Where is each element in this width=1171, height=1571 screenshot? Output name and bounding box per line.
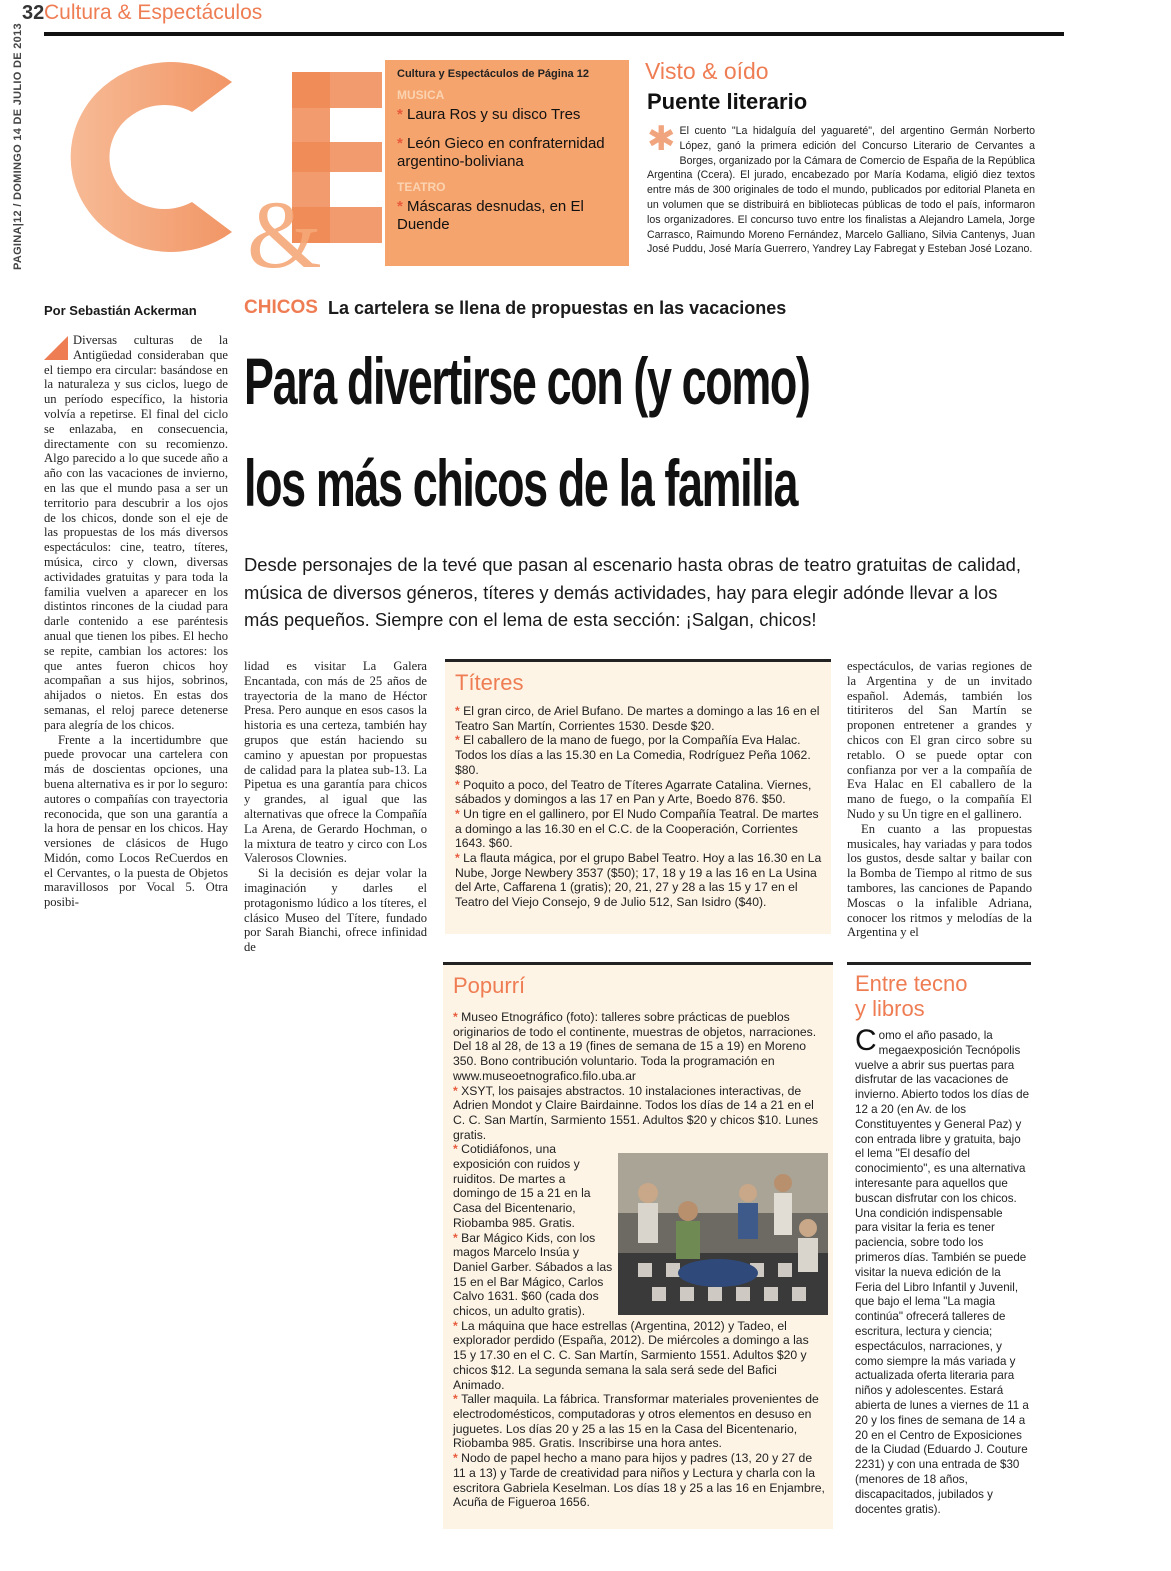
col2-paragraph-1: lidad es visitar La Galera Encantada, con más de 25 años de trayectoria de la mano de Héctor Presa. Pero aunque en esos casos la historia es una certeza, también hay grupos que están haciendo su camino y apuestan por propuestas de calidad para la platea sub-13. La Pipetua es una garantía para chicos y grandes, al igual que las alternativas que ofrece la Compañía La Arena, de Gerardo Hochman, o la mixtura de teatro y circo con Los Valerosos Clownies. [244, 659, 427, 866]
headline [244, 330, 924, 534]
byline: Por Sebastián Ackerman [44, 303, 197, 318]
col4-paragraph-1: espectáculos, de varias regiones de la Argentina y de un invitado español. Además, también los titiriteros del San Martín se proponen entretener a grandes y chicos con El gran circo sobre su retablo. O se puede optar con confianza por ver a la compañía de Eva Halac en El caballero de la mano de fuego, o la compañía El Nudo y su Un tigre en el gallinero. [847, 659, 1032, 821]
ce-logo-graphic [42, 42, 382, 274]
section-title: Cultura & Espectáculos [44, 1, 263, 24]
article-kicker: CHICOS [244, 297, 318, 318]
titeres-title: Títeres [455, 670, 524, 695]
children-photo-image [618, 1153, 828, 1315]
visto-oido-body: ✱ El cuento "La hidalguía del yaguareté", del argentino Germán Norberto López, ganó la primera edición del Concurso Literario de Cervantes a Borges, organizado por la Cámara de Comercio de España de la República Argentina (Ccera). El jurado, encabezado por María Kodama, eligió diez textos entre más de 300 originales de todo el mundo, publicados por editorial Planeta en un volumen que se distribuirá en bibliotecas públicas de todo el país, informaron los organizadores. El concurso tuvo entre los finalistas a Alejandro Lamela, Jorge Carrasco, Raimundo Moreno Fernández, Marcelo Galliano, Silvia Cantenys, Juan José Puddu, José María Guerrero, Yandrey Lay Fabregat y Esteban José Lozano. [647, 120, 1035, 256]
visto-oido-title: Puente literario [647, 89, 808, 114]
entre-tecno-box [847, 962, 1031, 1540]
col2-paragraph-2: Si la decisión es dejar volar la imaginación y darles el protagonismo lúdico a los títeres, el clásico Museo del Títere, fundado por Sarah Bianchi, ofrece infinidad de [244, 866, 427, 955]
article-column-2 [244, 659, 427, 955]
svg-text:&: & [247, 181, 322, 274]
popurri-box [443, 962, 833, 1529]
list-item: * La flauta mágica, por el grupo Babel Teatro. Hoy a las 16.30 en La Nube, Jorge Newbery 3537 ($50); 17, 18 y 19 a las 16 en La Usina del Arte, Caffarena 1 (gratis); 20, 21, 27 y 28 a las 15 y 17 en el Teatro del Viejo Consejo, 9 de Julio 512, San Isidro ($40). [455, 851, 822, 910]
teatro-label: TEATRO [397, 180, 446, 194]
visto-oido-kicker: Visto & oído [645, 58, 769, 84]
article-column-4 [847, 659, 1032, 940]
top-rule [44, 32, 1064, 36]
section-logo [42, 42, 382, 274]
page-number: 32 [22, 2, 45, 24]
headline-line-2: los más chicos de la familia [244, 446, 798, 520]
musica-item-1: * Laura Ros y su disco Tres [397, 106, 581, 123]
list-item: * El caballero de la mano de fuego, por la Compañía Eva Halac. Todos los días a las 15.30 en La Comedia, Rodríguez Peña 1062. $80. [455, 733, 811, 777]
col1-paragraph-1: Diversas culturas de la Antigüedad consideraban que el tiempo era circular: basándose en la naturaleza y sus ciclos, luego de un período específico, la historia volvía a repetirse. El final del ciclo se enlazaba, en consecuencia, directamente con su recomienzo. Algo parecido a lo que sucede año a año con las vacaciones de invierno, en las que el mundo pasa a ser un territorio para descubrir a los ojos de los chicos, donde son el eje de las propuestas de los más diversos espectáculos: cine, teatro, títeres, música, circo y clown, diversas actividades gratuitas y para toda la familia vuelven a aparecer en los distintos rincones de la ciudad para darle contenido a ese paréntesis anual que tienen los pibes. El hecho se repite, cambian los actores: los que antes fueron chicos hoy acompañan a sus hijos, sobrinos, ahijados o nietos. En estas dos semanas, el reloj parece detenerse para alegría de los chicos. [44, 333, 228, 732]
article-kicker-subtitle: La cartelera se llena de propuestas en las vacaciones [328, 298, 787, 318]
titeres-list [455, 704, 825, 910]
popurri-title: Popurrí [453, 973, 526, 998]
list-item: * El gran circo, de Ariel Bufano. De martes a domingo a las 16 en el Teatro San Martín, Corrientes 1530. Desde $20. [455, 704, 820, 733]
entre-title: Entre tecno y libros [855, 971, 968, 1021]
cye-highlights-box [385, 60, 629, 266]
titeres-box [445, 659, 831, 934]
cye-box-header: Cultura y Espectáculos de Página 12 [397, 68, 589, 80]
musica-item-2: * León Gieco en confraternidad argentino-boliviana [397, 135, 605, 170]
side-date-text: PAGINA|12 / DOMINGO 14 DE JULIO DE 2013 [12, 23, 24, 270]
list-item: * Un tigre en el gallinero, por El Nudo Compañía Teatral. De martes a domingo a las 16.30 en el C.C. de la Cooperación, Corrientes 1643. $60. [455, 806, 819, 851]
list-item: * Museo Etnográfico (foto): talleres sobre prácticas de pueblos originarios de todo el continente, muestras de objetos, narraciones. Del 18 al 28, de 13 a 19 (fines de semana de 15 a 19) en Moreno 350. Bono contribución voluntario. Toda la programación en www.museoetnografico.filo.uba.ar [453, 1010, 817, 1083]
musica-label: MUSICA [397, 88, 445, 102]
teatro-item-1: * Máscaras desnudas, en El Duende [397, 198, 584, 233]
list-item: * Bar Mágico Kids, con los magos Marcelo Insúa y Daniel Garber. Sábados a las 15 en el Bar Mágico, Carlos Calvo 1631. $60 (cada dos chicos, un adulto gratis). [453, 1230, 613, 1319]
museo-photo [618, 1153, 828, 1315]
list-item: * Taller maquila. La fábrica. Transformar materiales provenientes de electrodomésticos, computadoras y otros elementos en desuso en juguetes. Los días 20 y 25 a las 15 en la Casa del Bicentenario, Riobamba 985. Gratis. Inscribirse una hora antes. [453, 1392, 819, 1451]
article-column-1 [44, 333, 228, 910]
list-item: * XSYT, los paisajes abstractos. 10 instalaciones interactivas, de Adrien Mondot y Claire Bairdainne. Todos los días de 14 a 21 en el C. C. San Martín, Sarmiento 1551. Adultos $20 y chicos $10. Lunes gratis. [453, 1083, 819, 1142]
list-item: * Nodo de papel hecho a mano para hijos y padres (13, 20 y 27 de 11 a 13) y Tarde de creatividad para niños y Lectura y charla con la escritora Gabriela Keselman. Los días 18 y 25 a las 16 en Enjambre, Acuña de Figueroa 1656. [453, 1451, 825, 1510]
headline-line-1: Para divertirse con (y como) [244, 344, 810, 418]
list-item: * Cotidiáfonos, una exposición con ruidos y ruiditos. De martes a domingo de 15 a 21 en la Casa del Bicentenario, Riobamba 985. Gratis. [453, 1142, 591, 1230]
drop-cap: C [855, 1024, 877, 1057]
col1-paragraph-2: Frente a la incertidumbre que puede provocar una cartelera con más de doscientas opciones, una buena alternativa es ir por lo seguro: autores o compañías con trayectoria reconocida, que son una garantía a la hora de pensar en los chicos. Hay versiones de clásicos de Hugo Midón, como Locos ReCuerdos en el Cervantes, o la puesta de Objetos maravillosos por Vocal 5. Otra posibi- [44, 732, 228, 910]
list-item: * La máquina que hace estrellas (Argentina, 2012) y Tadeo, el explorador perdido (España, 2012). De miércoles a domingo a las 15 y 17.30 en el C. C. San Martín, Sarmiento 1551. Adultos $20 y chicos $12. La segunda semana la sala será sede del Bafici Animado. [453, 1318, 809, 1392]
entre-body: Como el año pasado, la megaexposición Tecnópolis vuelve a abrir sus puertas para disfrutar de las vacaciones de invierno. Abierto todos los días de 12 a 20 (en Av. de los Constituyentes y General Paz) y con entrada libre y gratuita, bajo el lema "El desafío del conocimiento", es una alternativa interesante para aquellos que buscan disfrutar con los chicos. Una condición indispensable para visitar la feria es tener paciencia, sobre todo los primeros días. También se puede visitar la nueva edición de la Feria del Libro Infantil y Juvenil, que bajo el lema "La magia continúa" ofrecerá talleres de escritura, lectura y ciencia; espectáculos, narraciones, y como siempre la más variada y actualizada oferta literaria para niños y adolescentes. Estará abierta de lunes a viernes de 11 a 20 y los fines de semana de 14 a 20 en el Centro de Exposiciones de la Ciudad (Eduardo J. Couture 2231) y con una entrada de $30 (menores de 18 años, discapacitados, jubilados y docentes gratis). [855, 1024, 1030, 1516]
drop-triangle-icon [44, 336, 68, 360]
asterisk-icon: ✱ [647, 120, 676, 158]
article-dek: Desde personajes de la tevé que pasan al escenario hasta obras de teatro gratuitas de calidad, música de diversos géneros, títeres y demás actividades, hay para elegir adónde llevar a los más pequeños. Siempre con el lema de esta sección: ¡Salgan, chicos! [244, 554, 1022, 630]
side-date [12, 23, 36, 270]
list-item: * Poquito a poco, del Teatro de Títeres Agarrate Catalina. Viernes, sábados y domingos a las 17 en Pan y Arte, Boedo 876. $50. [455, 777, 812, 807]
col4-paragraph-2: En cuanto a las propuestas musicales, hay variadas y para todos los gustos, desde saltar y bailar con la Bomba de Tiempo al ritmo de sus tambores, las canciones de Papando Moscas o la infalible Adriana, conocer los ritmos y melodías de la Argentina y el [847, 821, 1032, 940]
